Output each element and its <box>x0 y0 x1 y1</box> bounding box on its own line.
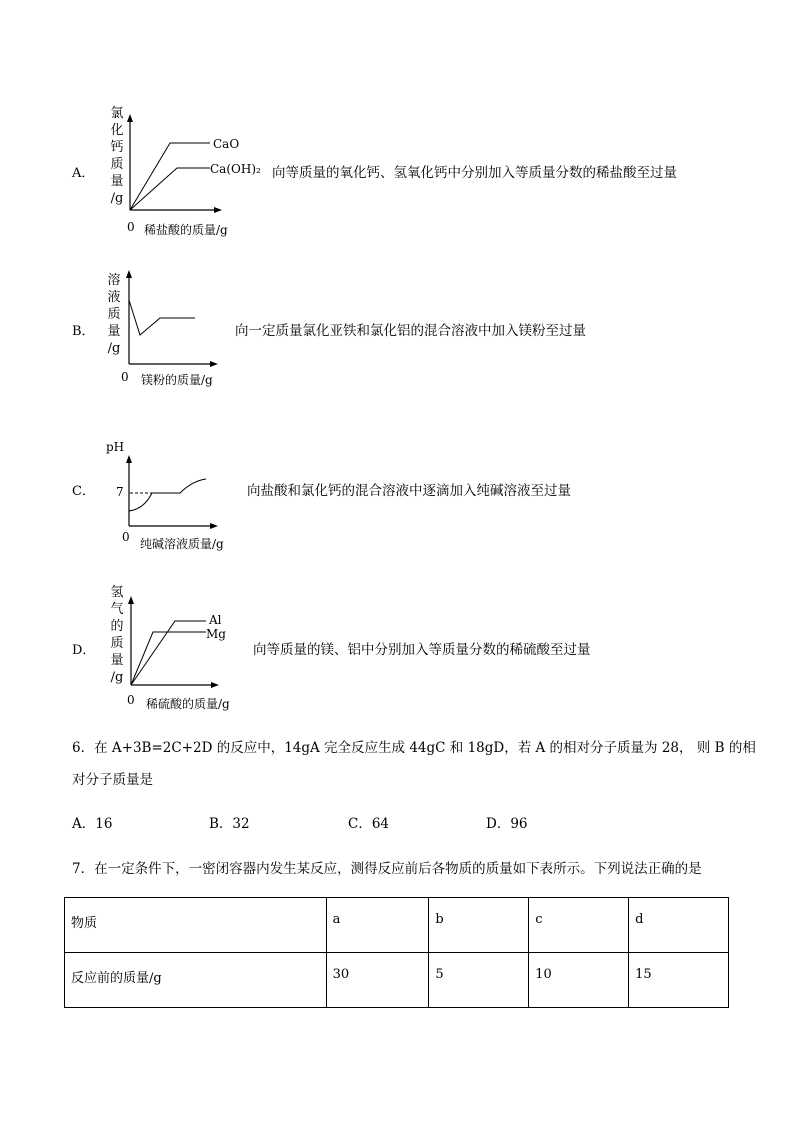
table-row <box>65 953 729 1008</box>
ylabel-char: 氯 <box>110 106 124 121</box>
q6-stem-line2: 对分子质量是 <box>72 772 153 788</box>
table-cell: 5 <box>429 953 529 1008</box>
cao-label: CaO <box>213 137 240 151</box>
cao-line <box>130 143 210 210</box>
q7-mass-table <box>64 897 729 1008</box>
graph-b-origin: 0 <box>121 370 129 384</box>
option-b-label: B． <box>72 324 95 339</box>
ylabel-char: 化 <box>110 123 124 138</box>
solution-mass-line <box>129 300 195 335</box>
ylabel-char: 量 <box>110 174 124 189</box>
ylabel-char: 氢 <box>110 585 124 600</box>
graph-d-description: 向等质量的镁、铝中分别加入等质量分数的稀硫酸至过量 <box>253 642 591 658</box>
table-header-cell: c <box>529 898 629 953</box>
graph-c-tick-7: 7 <box>116 485 124 499</box>
table-header-row <box>65 898 729 953</box>
graph-b-xlabel: 镁粉的质量/g <box>141 373 213 387</box>
graph-d-xlabel: 稀硫酸的质量/g <box>146 697 230 711</box>
table-cell: 30 <box>326 953 429 1008</box>
ylabel-char: 钙 <box>110 140 124 155</box>
graph-c-description: 向盐酸和氯化钙的混合溶液中逐滴加入纯碱溶液至过量 <box>247 483 571 499</box>
ylabel-char: 质 <box>110 636 124 651</box>
option-d-label: D． <box>72 643 96 658</box>
table-cell: 10 <box>529 953 629 1008</box>
graph-d-origin: 0 <box>127 693 135 707</box>
x-axis-arrow <box>211 682 219 688</box>
graph-c-ylabel: pH <box>106 440 125 454</box>
q6-option-a: A．16 <box>72 816 113 832</box>
table-header-cell: 物质 <box>65 898 327 953</box>
y-axis-arrow <box>126 455 132 463</box>
ylabel-char: /g <box>107 341 121 356</box>
ylabel-char: 量 <box>110 653 124 668</box>
x-axis-arrow <box>210 361 218 367</box>
x-axis-arrow <box>210 523 218 529</box>
q6-stem-line1: 6．在 A+3B=2C+2D 的反应中，14gA 完全反应生成 44gC 和 18gD，若 A 的相对分子质量为 28， 则 B 的相 <box>72 740 756 756</box>
ylabel-char: 质 <box>107 307 121 322</box>
graph-a-origin: 0 <box>127 220 135 234</box>
mg-line <box>131 632 206 685</box>
q6-option-b: B．32 <box>209 816 250 832</box>
ylabel-char: 液 <box>107 290 121 305</box>
y-axis-arrow <box>126 270 132 278</box>
y-axis-arrow <box>127 114 133 122</box>
ylabel-char: /g <box>110 191 124 206</box>
caoh2-label: Ca(OH)₂ <box>210 162 261 176</box>
ylabel-char: 溶 <box>107 273 121 288</box>
ylabel-char: 质 <box>110 157 124 172</box>
mg-label: Mg <box>206 627 226 641</box>
graph-a-description: 向等质量的氧化钙、氢氧化钙中分别加入等质量分数的稀盐酸至过量 <box>272 165 677 181</box>
table-header-cell: b <box>429 898 529 953</box>
x-axis-arrow <box>214 207 222 213</box>
ph-curve <box>129 479 206 511</box>
y-axis-arrow <box>128 596 134 604</box>
graph-a-xlabel: 稀盐酸的质量/g <box>144 223 228 237</box>
ylabel-char: 量 <box>107 324 121 339</box>
graph-c-plot <box>120 445 230 535</box>
q7-stem: 7．在一定条件下，一密闭容器内发生某反应，测得反应前后各物质的质量如下表所示。下列说法正确的是 <box>72 861 702 877</box>
table-header-cell: d <box>629 898 729 953</box>
option-a-label: A． <box>72 166 95 181</box>
ylabel-char: 的 <box>110 619 124 634</box>
q6-option-d: D．96 <box>486 816 528 832</box>
table-header-cell: a <box>326 898 429 953</box>
graph-b-description: 向一定质量氯化亚铁和氯化铝的混合溶液中加入镁粉至过量 <box>235 323 586 339</box>
graph-c-xlabel: 纯碱溶液质量/g <box>140 537 224 551</box>
al-label: Al <box>209 613 222 627</box>
option-c-label: C． <box>72 484 95 499</box>
table-cell: 15 <box>629 953 729 1008</box>
graph-c-origin: 0 <box>122 530 130 544</box>
ylabel-char: /g <box>110 670 124 685</box>
al-line <box>131 621 206 685</box>
table-cell: 反应前的质量/g <box>65 953 327 1008</box>
graph-b-plot <box>120 262 230 372</box>
ylabel-char: 气 <box>110 602 124 617</box>
q6-option-c: C．64 <box>348 816 390 832</box>
